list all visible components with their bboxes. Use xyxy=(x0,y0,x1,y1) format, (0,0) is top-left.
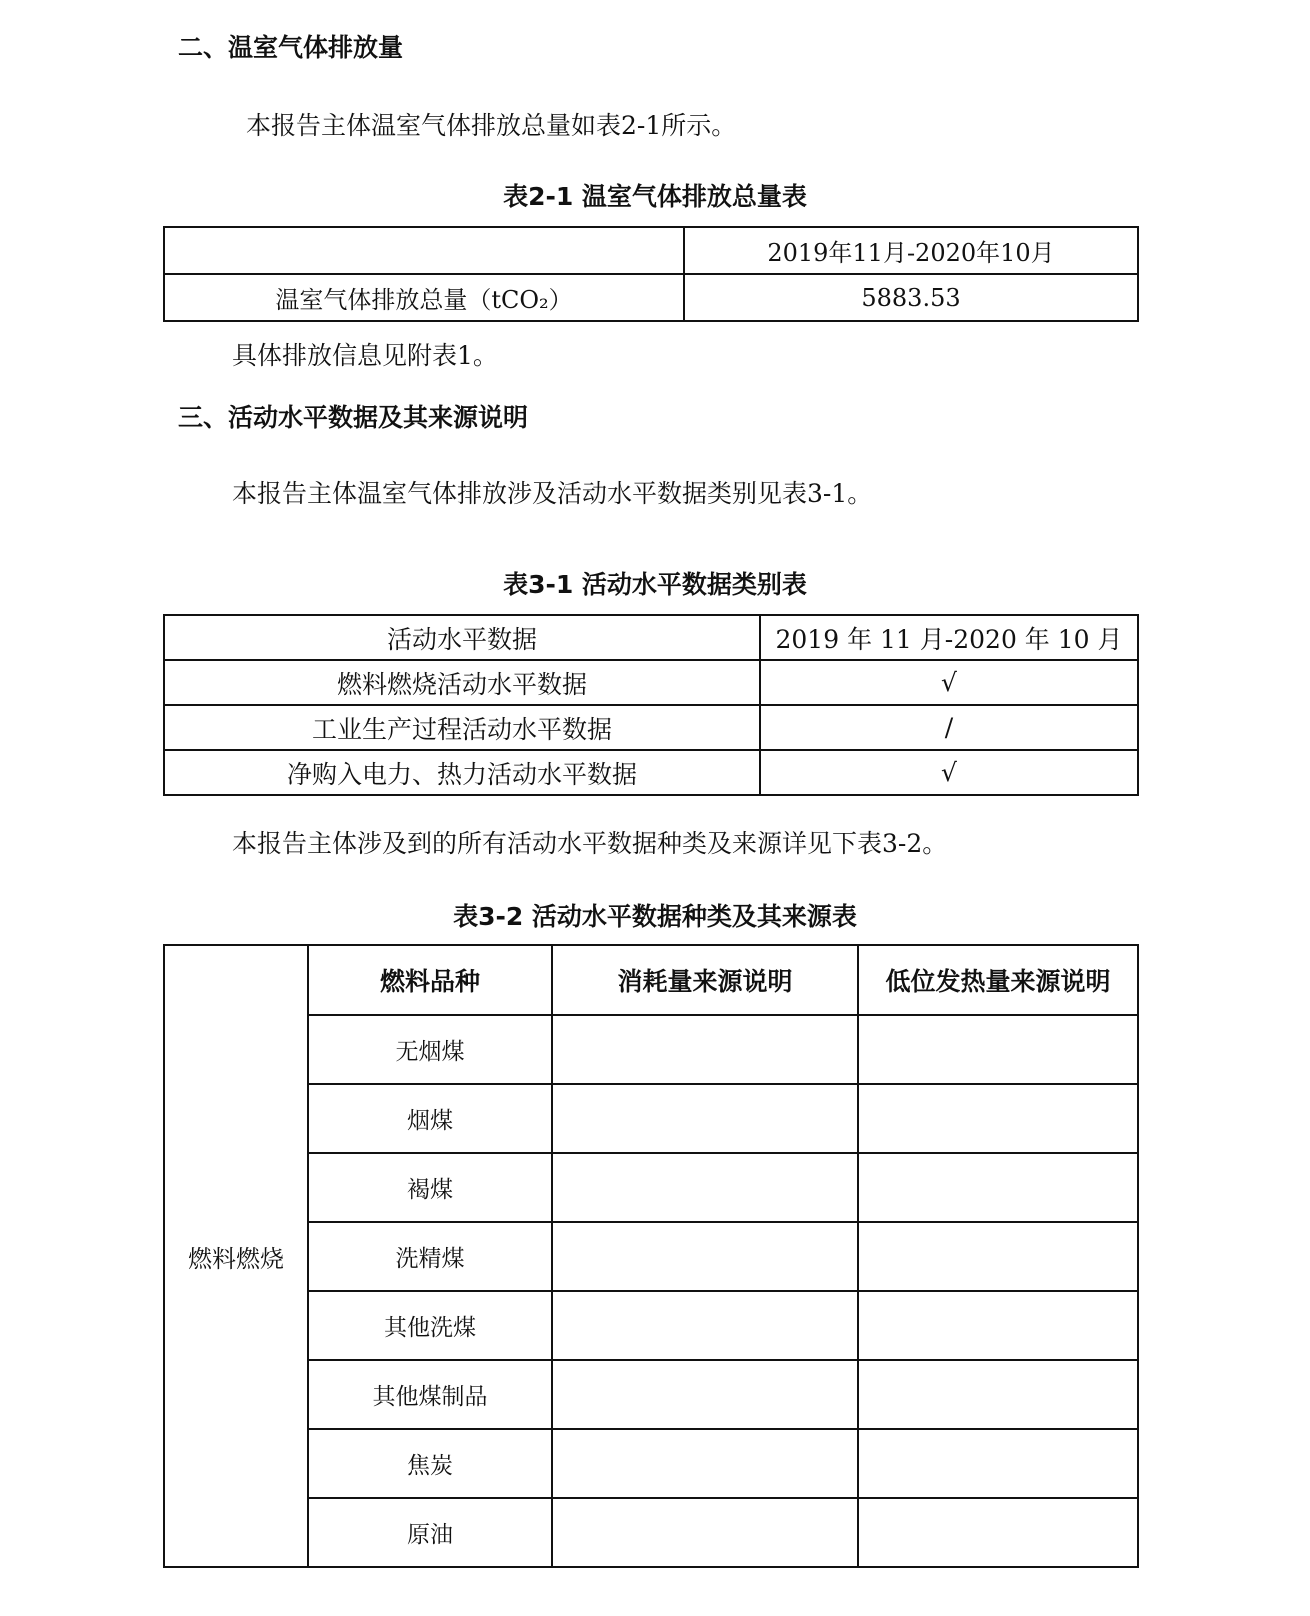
section-3-heading: 三、活动水平数据及其来源说明 xyxy=(178,403,529,432)
table-row xyxy=(164,750,1138,795)
table-3-1-header-category: 活动水平数据 xyxy=(164,615,760,660)
table-3-2-header-fuel-type: 燃料品种 xyxy=(308,945,552,1015)
table-3-2-caption: 表3-2 活动水平数据种类及其来源表 xyxy=(453,902,857,931)
table-row xyxy=(164,1498,1138,1567)
not-applicable-mark: / xyxy=(760,705,1138,750)
table-2-1-caption: 表2-1 温室气体排放总量表 xyxy=(503,182,807,211)
table-3-2-category: 燃料燃烧 xyxy=(164,945,308,1567)
table-3-2 xyxy=(163,944,1139,1568)
ncv-source-cell xyxy=(858,1291,1138,1360)
table-2-1-empty-header xyxy=(164,227,684,274)
table-3-2-header-ncv-source: 低位发热量来源说明 xyxy=(858,945,1138,1015)
ncv-source-cell xyxy=(858,1222,1138,1291)
consumption-source-cell xyxy=(552,1153,858,1222)
section-3-mid-text: 本报告主体涉及到的所有活动水平数据种类及来源详见下表3-2。 xyxy=(232,829,948,858)
table-3-1-header-period: 2019 年 11 月-2020 年 10 月 xyxy=(760,615,1138,660)
table-3-1-caption: 表3-1 活动水平数据类别表 xyxy=(503,570,807,599)
table-row xyxy=(164,1429,1138,1498)
check-mark: √ xyxy=(760,660,1138,705)
fuel-type-cell: 洗精煤 xyxy=(308,1222,552,1291)
ncv-source-cell xyxy=(858,1153,1138,1222)
table-row xyxy=(164,1153,1138,1222)
fuel-type-cell: 原油 xyxy=(308,1498,552,1567)
ncv-source-cell xyxy=(858,1498,1138,1567)
ncv-source-cell xyxy=(858,1429,1138,1498)
ncv-source-cell xyxy=(858,1015,1138,1084)
consumption-source-cell xyxy=(552,1360,858,1429)
section-2-intro: 本报告主体温室气体排放总量如表2-1所示。 xyxy=(246,111,737,140)
table-3-1 xyxy=(163,614,1139,796)
table-row xyxy=(164,1222,1138,1291)
fuel-type-cell: 其他煤制品 xyxy=(308,1360,552,1429)
consumption-source-cell xyxy=(552,1498,858,1567)
table-row xyxy=(164,1015,1138,1084)
fuel-type-cell: 其他洗煤 xyxy=(308,1291,552,1360)
fuel-type-cell: 褐煤 xyxy=(308,1153,552,1222)
consumption-source-cell xyxy=(552,1291,858,1360)
fuel-type-cell: 烟煤 xyxy=(308,1084,552,1153)
fuel-type-cell: 无烟煤 xyxy=(308,1015,552,1084)
fuel-type-cell: 焦炭 xyxy=(308,1429,552,1498)
table-row xyxy=(164,660,1138,705)
table-2-1-period-header: 2019年11月-2020年10月 xyxy=(684,227,1138,274)
table-2-1-row-value: 5883.53 xyxy=(684,274,1138,321)
section-2-heading: 二、温室气体排放量 xyxy=(178,33,404,62)
table-2-1 xyxy=(163,226,1139,322)
check-mark: √ xyxy=(760,750,1138,795)
consumption-source-cell xyxy=(552,1222,858,1291)
consumption-source-cell xyxy=(552,1015,858,1084)
table-row xyxy=(164,1360,1138,1429)
consumption-source-cell xyxy=(552,1429,858,1498)
table-row xyxy=(164,1084,1138,1153)
section-2-note: 具体排放信息见附表1。 xyxy=(232,341,498,370)
table-row xyxy=(164,705,1138,750)
table-2-1-row-label: 温室气体排放总量（tCO₂） xyxy=(164,274,684,321)
consumption-source-cell xyxy=(552,1084,858,1153)
ncv-source-cell xyxy=(858,1084,1138,1153)
table-cell: 工业生产过程活动水平数据 xyxy=(164,705,760,750)
table-row xyxy=(164,1291,1138,1360)
ncv-source-cell xyxy=(858,1360,1138,1429)
table-3-2-header-consumption-source: 消耗量来源说明 xyxy=(552,945,858,1015)
table-cell: 燃料燃烧活动水平数据 xyxy=(164,660,760,705)
table-cell: 净购入电力、热力活动水平数据 xyxy=(164,750,760,795)
section-3-intro: 本报告主体温室气体排放涉及活动水平数据类别见表3-1。 xyxy=(232,479,873,508)
